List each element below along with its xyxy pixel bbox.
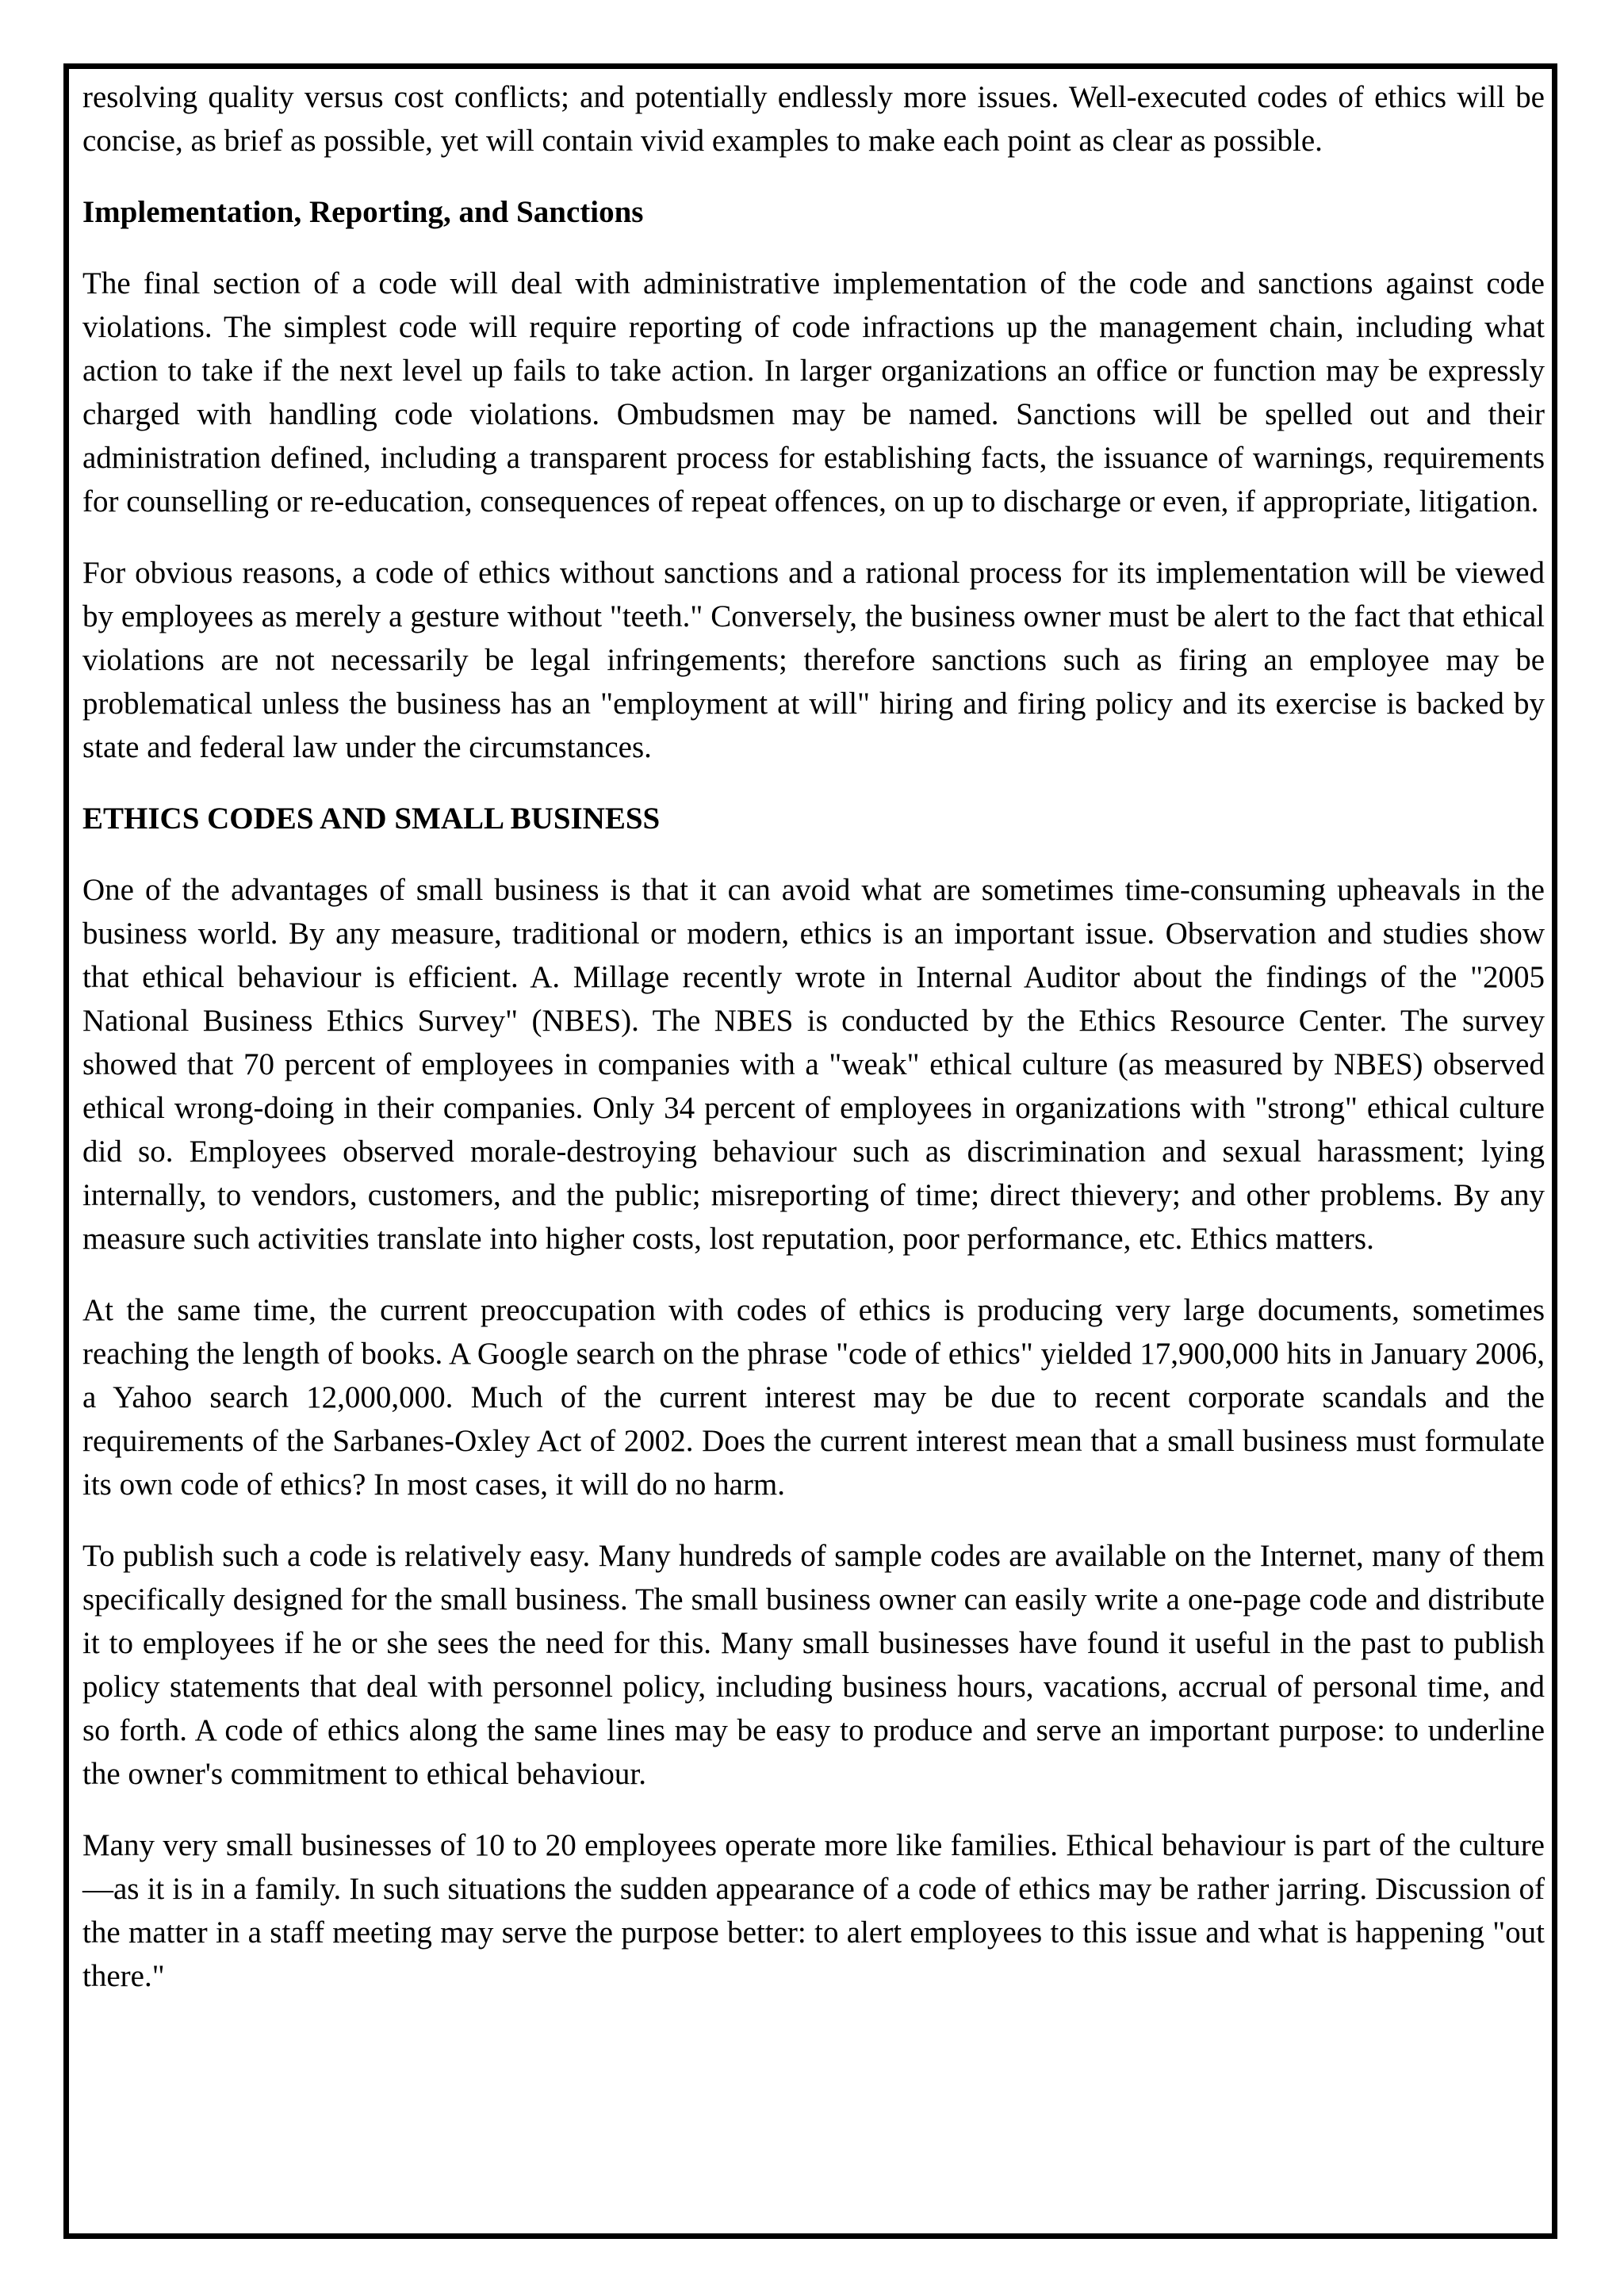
paragraph-very-small-businesses: Many very small businesses of 10 to 20 employees operate more like families. Ethical behaviour is part of the culture—as it is in a family. In such situations the sudden appearance of a code of ethics may be rather jarring. Discussion of the matter in a staff meeting may serve the purpose better: to alert employees to this issue and what is happening "out there." — [82, 1828, 1545, 1993]
paragraph-publish-code: To publish such a code is relatively easy. Many hundreds of sample codes are available on the Internet, many of them specifically designed for the small business. The small business owner can easily write a one-page code and distribute it to employees if he or she sees the need for this. Many small businesses have found it useful in the past to publish policy statements that deal with personnel policy, including business hours, vacations, accrual of personal time, and so forth. A code of ethics along the same lines may be easy to produce and serve an important purpose: to underline the owner's commitment to ethical behaviour. — [82, 1539, 1545, 1791]
page-frame — [63, 63, 1557, 2239]
paragraph-final-section: The final section of a code will deal with administrative implementation of the code and sanctions against code violations. The simplest code will require reporting of code infractions up the management chain, including what action to take if the next level up fails to take action. In larger organizations an office or function may be expressly charged with handling code violations. Ombudsmen may be named. Sanctions will be spelled out and their administration defined, including a transparent process for establishing facts, the issuance of warnings, requirements for counselling or re-education, consequences of repeat offences, on up to discharge or even, if appropriate, litigation. — [82, 266, 1545, 519]
heading-implementation-reporting-sanctions: Implementation, Reporting, and Sanctions — [82, 195, 644, 229]
paragraph-quality-conflicts: resolving quality versus cost conflicts; and potentially endlessly more issues. Well-executed codes of ethics will be concise, as brief as possible, yet will contain vivid examples to make each point as clear as possible. — [82, 80, 1545, 158]
paragraph-obvious-reasons: For obvious reasons, a code of ethics without sanctions and a rational process for its implementation will be viewed by employees as merely a gesture without "teeth." Conversely, the business owner must be alert to the fact that ethical violations are not necessarily be legal infringements; therefore sanctions such as firing an employee may be problematical unless the business has an "employment at will" hiring and firing policy and its exercise is backed by state and federal law under the circumstances. — [82, 556, 1545, 764]
paragraph-preoccupation: At the same time, the current preoccupation with codes of ethics is producing very large documents, sometimes reaching the length of books. A Google search on the phrase "code of ethics" yielded 17,900,000 hits in January 2006, a Yahoo search 12,000,000. Much of the current interest may be due to recent corporate scandals and the requirements of the Sarbanes-Oxley Act of 2002. Does the current interest mean that a small business must formulate its own code of ethics? In most cases, it will do no harm. — [82, 1293, 1545, 1502]
paragraph-advantages: One of the advantages of small business is that it can avoid what are sometimes time-consuming upheavals in the business world. By any measure, traditional or modern, ethics is an important issue. Observation and studies show that ethical behaviour is efficient. A. Millage recently wrote in Internal Auditor about the findings of the "2005 National Business Ethics Survey" (NBES). The NBES is conducted by the Ethics Resource Center. The survey showed that 70 percent of employees in companies with a "weak" ethical culture (as measured by NBES) observed ethical wrong-doing in their companies. Only 34 percent of employees in organizations with "strong" ethical culture did so. Employees observed morale-destroying behaviour such as discrimination and sexual harassment; lying internally, to vendors, customers, and the public; misreporting of time; direct thievery; and other problems. By any measure such activities translate into higher costs, lost reputation, poor performance, etc. Ethics matters. — [82, 873, 1545, 1256]
heading-ethics-codes-small-business: ETHICS CODES AND SMALL BUSINESS — [82, 802, 661, 836]
document-body — [82, 75, 1545, 1998]
